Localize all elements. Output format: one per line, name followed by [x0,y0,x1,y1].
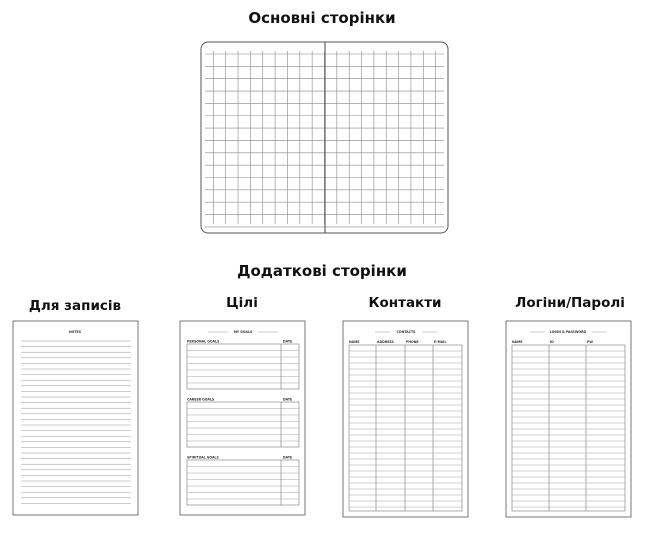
contacts-page [343,321,468,517]
contacts-header: CONTACTS [396,330,416,335]
goals-page-label: Цілі [226,295,258,311]
contacts-column-header: ADDRESS [377,340,394,344]
contacts-page-label: Контакти [368,295,442,311]
main-notebook-spread [201,42,448,233]
contacts-column-header: PHONE [406,340,419,344]
goals-section-title: PERSONAL GOALS [187,339,220,344]
contacts-column-header: E-MAIL [434,340,447,344]
goals-date-label: DATE [283,339,293,344]
notes-page [13,321,138,515]
goals-section-title: CAREER GOALS [187,397,215,402]
goals-page [180,321,305,515]
logins-column-header: ID [550,340,554,344]
logins-column-header: PW [587,340,593,344]
logins-page [506,321,631,517]
extra-pages-title: Додаткові сторінки [237,262,407,280]
goals-date-label: DATE [283,397,293,402]
goals-date-label: DATE [283,455,293,460]
notes-page-label: Для записів [28,298,122,314]
logins-column-header: NAME [512,340,523,344]
logins-page-label: Логіни/Паролі [515,295,625,311]
logins-header: LOGIN & PASSWORD [549,330,587,335]
goals-header: MY GOALS [233,330,253,335]
goals-section-title: SPIRITUAL GOALS [187,455,219,460]
notes-header: NOTES [68,330,82,334]
contacts-column-header: NAME [349,340,360,344]
main-pages-title: Основні сторінки [248,9,396,27]
